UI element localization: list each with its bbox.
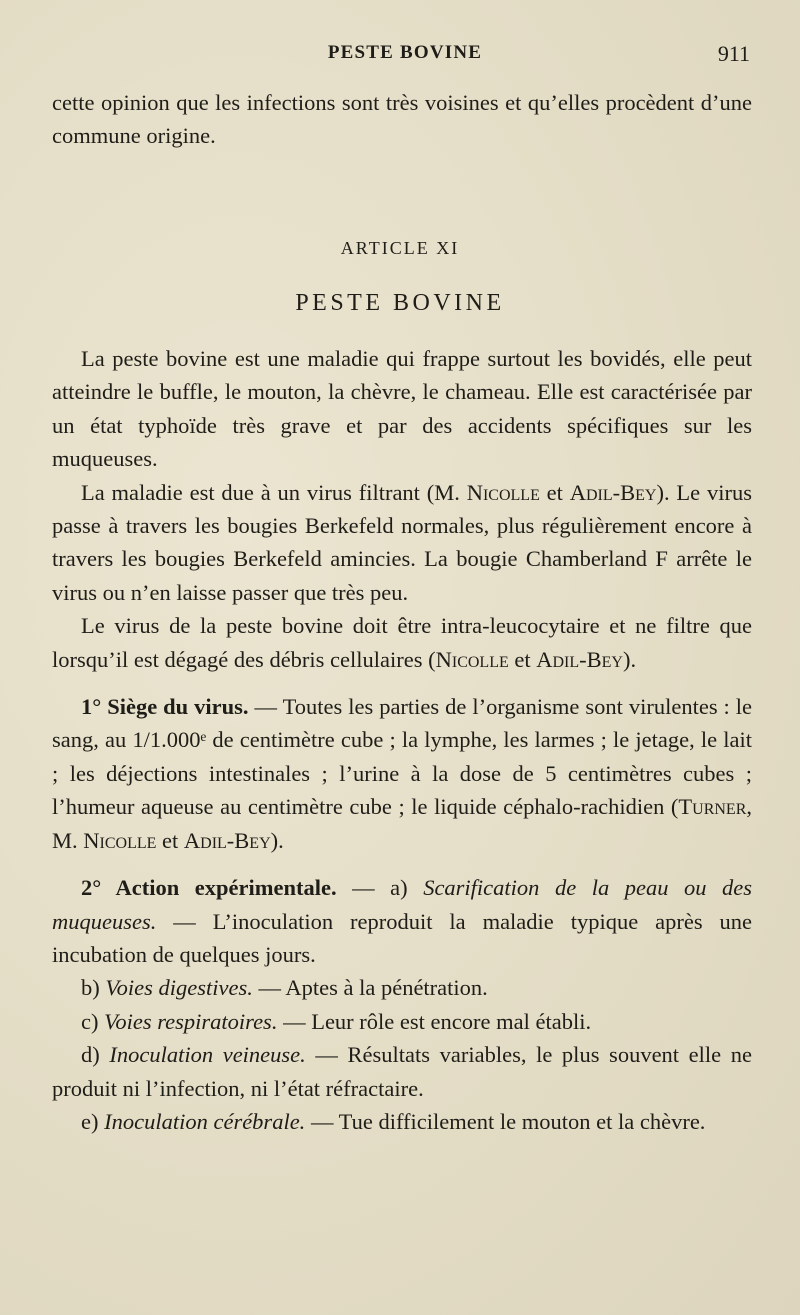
article-body xyxy=(52,342,752,1138)
section-heading: 2° Action expérimentale. xyxy=(81,875,337,901)
section-siege-du-virus xyxy=(52,690,752,857)
text-run: et xyxy=(539,479,570,505)
author-name: Adil-Bey xyxy=(536,646,623,672)
paragraph-intro: La peste bovine est une maladie qui frappe surtout les bovidés, elle peut atteindre le buffle, le mouton, la chèvre, le chameau. Elle est caractérisée par un état typhoïde très grave et par des accidents spécifiques sur les muqueuses. xyxy=(52,346,752,472)
subsection-title: Voies respiratoires. xyxy=(104,1008,278,1034)
article-title: PESTE BOVINE xyxy=(295,290,505,316)
subsection-c xyxy=(52,1005,752,1038)
text-run: — Aptes à la pénétration. xyxy=(252,975,488,1001)
text-run: d) xyxy=(81,1042,110,1068)
article-number: ARTICLE XI xyxy=(340,238,460,258)
section-action-experimentale xyxy=(52,871,752,971)
text-run: et xyxy=(508,646,537,672)
text-run: Le virus de la peste bovine doit être intra-leucocytaire et ne filtre que lorsqu’il est dégagé des débris cellulaires ( xyxy=(52,613,752,672)
text-run: b) xyxy=(81,975,106,1001)
subsection-title: Voies digestives. xyxy=(105,975,253,1001)
subsection-title: Inoculation cérébrale. xyxy=(104,1108,306,1134)
author-name: Nicolle xyxy=(466,479,540,505)
text-run: ). Le virus passe à travers les bougies Berkefeld normales, plus régulièrement encore à travers les bougies Berkefeld amincies. La bougie Chamberland F arrête le virus ou n’en laisse passer que très peu. xyxy=(52,479,752,605)
running-head xyxy=(60,42,750,72)
author-name: Turner xyxy=(678,794,747,820)
subsection-e xyxy=(52,1105,752,1138)
paragraph-leucocytaire xyxy=(52,609,752,676)
text-run: — a) xyxy=(336,875,424,901)
subsection-title: Scarification de la peau ou des muqueuses. xyxy=(52,875,753,934)
author-name: Adil-Bey xyxy=(183,827,271,853)
text-run: La maladie est due à un virus filtrant (M. xyxy=(81,479,467,505)
subsection-d xyxy=(52,1038,752,1105)
author-name: Nicolle xyxy=(83,827,157,853)
text-run: — L’inoculation reproduit la maladie typique après une incubation de quelques jours. xyxy=(52,908,752,967)
text-run: ). xyxy=(270,827,284,853)
running-title: PESTE BOVINE xyxy=(327,42,483,63)
text-run: — Toutes les parties de l’organisme sont virulentes : le sang, au 1/1.000ᵉ de centimètre cube ; la lymphe, les larmes ; le jetage, le lait ; les déjections intestinales ; l’urine à la dose de 5 centimètres cubes ; l’humeur aqueuse au centimètre cube ; le liquide céphalo-rachidien ( xyxy=(52,694,752,820)
continuation-text: cette opinion que les infections sont très voisines et qu’elles procèdent d’une commune origine. xyxy=(52,90,752,149)
text-run: — Leur rôle est encore mal établi. xyxy=(277,1008,592,1034)
continuation-paragraph xyxy=(52,86,752,153)
author-name: Nicolle xyxy=(435,646,509,672)
text-run: — Résultats variables, le plus souvent elle ne produit ni l’infection, ni l’état réfractaire. xyxy=(52,1042,752,1101)
text-run: et xyxy=(156,827,184,853)
section-heading: 1° Siège du virus. xyxy=(81,694,249,720)
text-run: — Tue difficilement le mouton et la chèvre. xyxy=(305,1108,706,1134)
paragraph-virus xyxy=(52,476,752,610)
text-run: e) xyxy=(81,1108,105,1134)
text-run: ). xyxy=(622,646,637,672)
author-name: Adil-Bey xyxy=(569,479,657,505)
subsection-title: Inoculation veineuse. xyxy=(109,1042,306,1068)
text-run: , M. xyxy=(52,794,752,853)
page-number: 911 xyxy=(717,41,750,66)
text-run: c) xyxy=(81,1008,105,1034)
subsection-b xyxy=(52,971,752,1004)
